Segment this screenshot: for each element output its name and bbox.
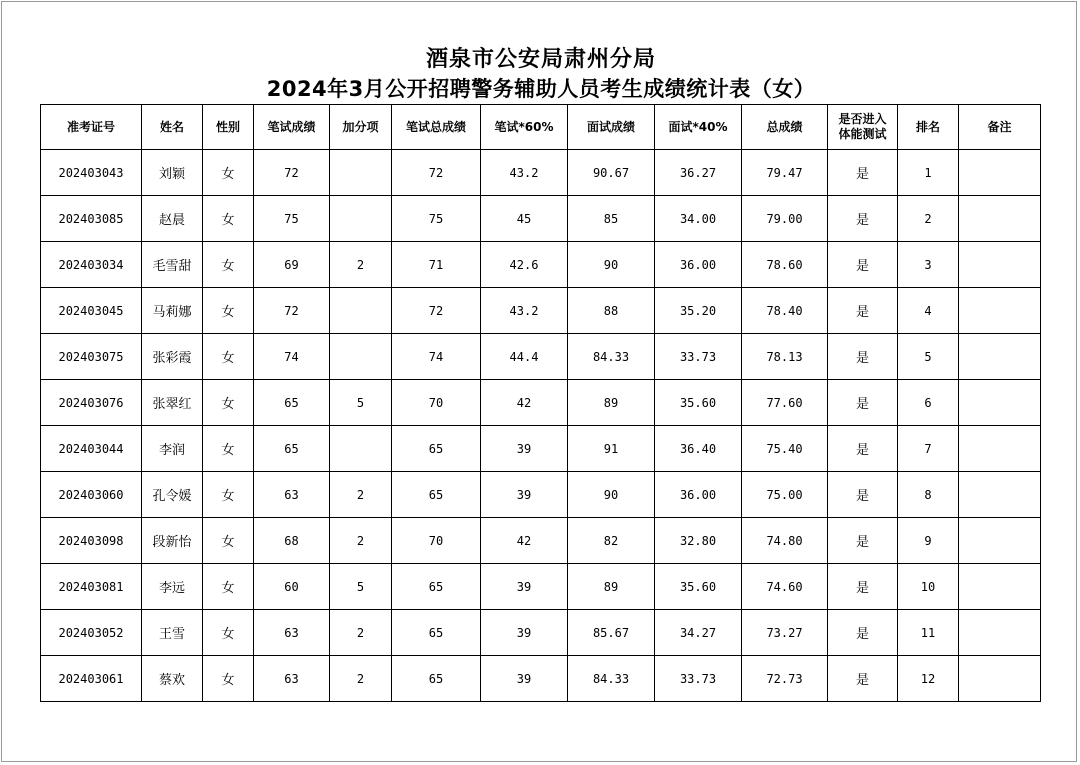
cell-bonus: 2	[330, 656, 392, 702]
header-bonus: 加分项	[330, 105, 392, 150]
cell-interview-score: 84.33	[568, 334, 655, 380]
cell-rank: 4	[898, 288, 959, 334]
cell-remarks	[959, 196, 1041, 242]
cell-written-score: 74	[254, 334, 330, 380]
cell-written-score: 65	[254, 426, 330, 472]
cell-gender: 女	[203, 426, 254, 472]
cell-written-60: 44.4	[481, 334, 568, 380]
cell-remarks	[959, 380, 1041, 426]
cell-interview-score: 84.33	[568, 656, 655, 702]
cell-interview-score: 90.67	[568, 150, 655, 196]
cell-total-score: 74.60	[742, 564, 828, 610]
cell-interview-40: 36.27	[655, 150, 742, 196]
cell-bonus	[330, 196, 392, 242]
table-header-row	[41, 105, 1041, 150]
cell-fitness-test: 是	[828, 196, 898, 242]
header-fitness-line1: 是否进入	[838, 112, 887, 126]
cell-interview-score: 85.67	[568, 610, 655, 656]
cell-total-score: 77.60	[742, 380, 828, 426]
cell-interview-40: 35.20	[655, 288, 742, 334]
cell-fitness-test: 是	[828, 656, 898, 702]
document-title: 酒泉市公安局肃州分局	[425, 47, 656, 72]
cell-written-total: 70	[392, 518, 481, 564]
cell-interview-40: 32.80	[655, 518, 742, 564]
cell-remarks	[959, 288, 1041, 334]
cell-fitness-test: 是	[828, 472, 898, 518]
cell-remarks	[959, 518, 1041, 564]
table-row	[41, 334, 1041, 380]
header-written-score: 笔试成绩	[254, 105, 330, 150]
cell-exam-id: 202403045	[41, 288, 142, 334]
cell-gender: 女	[203, 564, 254, 610]
cell-interview-score: 89	[568, 564, 655, 610]
cell-gender: 女	[203, 196, 254, 242]
table-row	[41, 518, 1041, 564]
cell-written-score: 75	[254, 196, 330, 242]
cell-bonus	[330, 426, 392, 472]
cell-written-60: 39	[481, 472, 568, 518]
cell-exam-id: 202403061	[41, 656, 142, 702]
header-remarks: 备注	[959, 105, 1041, 150]
table-row	[41, 380, 1041, 426]
cell-gender: 女	[203, 656, 254, 702]
cell-written-total: 65	[392, 564, 481, 610]
cell-gender: 女	[203, 472, 254, 518]
cell-total-score: 79.47	[742, 150, 828, 196]
cell-bonus: 5	[330, 564, 392, 610]
cell-remarks	[959, 564, 1041, 610]
cell-written-60: 39	[481, 564, 568, 610]
cell-interview-score: 85	[568, 196, 655, 242]
cell-written-score: 72	[254, 288, 330, 334]
document-sheet	[1, 1, 1077, 762]
cell-remarks	[959, 426, 1041, 472]
cell-written-60: 43.2	[481, 150, 568, 196]
cell-name: 王雪	[142, 610, 203, 656]
cell-bonus: 2	[330, 610, 392, 656]
cell-rank: 6	[898, 380, 959, 426]
cell-fitness-test: 是	[828, 426, 898, 472]
cell-written-60: 43.2	[481, 288, 568, 334]
cell-exam-id: 202403098	[41, 518, 142, 564]
cell-fitness-test: 是	[828, 518, 898, 564]
cell-name: 段新怡	[142, 518, 203, 564]
cell-exam-id: 202403085	[41, 196, 142, 242]
cell-interview-40: 34.27	[655, 610, 742, 656]
cell-interview-score: 91	[568, 426, 655, 472]
cell-written-score: 63	[254, 610, 330, 656]
cell-written-score: 72	[254, 150, 330, 196]
cell-name: 李润	[142, 426, 203, 472]
cell-total-score: 72.73	[742, 656, 828, 702]
cell-interview-40: 36.00	[655, 472, 742, 518]
cell-exam-id: 202403052	[41, 610, 142, 656]
header-interview-score: 面试成绩	[568, 105, 655, 150]
cell-remarks	[959, 610, 1041, 656]
cell-gender: 女	[203, 380, 254, 426]
cell-rank: 2	[898, 196, 959, 242]
cell-name: 孔令媛	[142, 472, 203, 518]
cell-interview-40: 35.60	[655, 564, 742, 610]
cell-fitness-test: 是	[828, 150, 898, 196]
cell-name: 张彩霞	[142, 334, 203, 380]
cell-name: 张翠红	[142, 380, 203, 426]
table-row	[41, 426, 1041, 472]
cell-rank: 5	[898, 334, 959, 380]
cell-gender: 女	[203, 334, 254, 380]
cell-name: 马莉娜	[142, 288, 203, 334]
header-rank: 排名	[898, 105, 959, 150]
cell-written-total: 65	[392, 426, 481, 472]
header-gender: 性别	[203, 105, 254, 150]
cell-written-score: 63	[254, 656, 330, 702]
cell-name: 赵晨	[142, 196, 203, 242]
cell-written-score: 63	[254, 472, 330, 518]
cell-written-60: 42	[481, 518, 568, 564]
cell-remarks	[959, 472, 1041, 518]
cell-rank: 9	[898, 518, 959, 564]
cell-exam-id: 202403075	[41, 334, 142, 380]
cell-bonus: 2	[330, 518, 392, 564]
table-row	[41, 610, 1041, 656]
table-row	[41, 196, 1041, 242]
cell-written-score: 68	[254, 518, 330, 564]
cell-written-total: 65	[392, 656, 481, 702]
cell-interview-40: 36.40	[655, 426, 742, 472]
cell-fitness-test: 是	[828, 610, 898, 656]
cell-interview-score: 89	[568, 380, 655, 426]
header-fitness-test	[828, 105, 898, 150]
cell-total-score: 75.00	[742, 472, 828, 518]
header-total-score: 总成绩	[742, 105, 828, 150]
cell-interview-40: 33.73	[655, 334, 742, 380]
score-table	[40, 104, 1041, 702]
cell-interview-40: 35.60	[655, 380, 742, 426]
cell-written-total: 72	[392, 150, 481, 196]
cell-interview-score: 90	[568, 472, 655, 518]
cell-interview-40: 33.73	[655, 656, 742, 702]
cell-remarks	[959, 656, 1041, 702]
cell-fitness-test: 是	[828, 242, 898, 288]
cell-gender: 女	[203, 242, 254, 288]
document-subtitle: 2024年3月公开招聘警务辅助人员考生成绩统计表（女）	[266, 77, 816, 101]
cell-fitness-test: 是	[828, 380, 898, 426]
cell-name: 蔡欢	[142, 656, 203, 702]
cell-written-60: 39	[481, 426, 568, 472]
cell-total-score: 78.60	[742, 242, 828, 288]
table-row	[41, 242, 1041, 288]
cell-written-total: 74	[392, 334, 481, 380]
header-written-60: 笔试*60%	[481, 105, 568, 150]
header-interview-40: 面试*40%	[655, 105, 742, 150]
cell-gender: 女	[203, 518, 254, 564]
cell-interview-score: 82	[568, 518, 655, 564]
cell-bonus: 5	[330, 380, 392, 426]
cell-rank: 12	[898, 656, 959, 702]
header-fitness-line2: 体能测试	[838, 127, 887, 141]
cell-exam-id: 202403081	[41, 564, 142, 610]
cell-rank: 8	[898, 472, 959, 518]
cell-gender: 女	[203, 288, 254, 334]
cell-written-total: 71	[392, 242, 481, 288]
cell-rank: 10	[898, 564, 959, 610]
cell-fitness-test: 是	[828, 288, 898, 334]
cell-gender: 女	[203, 150, 254, 196]
cell-name: 毛雪甜	[142, 242, 203, 288]
cell-written-60: 39	[481, 610, 568, 656]
cell-interview-score: 88	[568, 288, 655, 334]
cell-gender: 女	[203, 610, 254, 656]
header-written-total: 笔试总成绩	[392, 105, 481, 150]
cell-written-60: 39	[481, 656, 568, 702]
cell-bonus: 2	[330, 242, 392, 288]
cell-bonus	[330, 288, 392, 334]
cell-fitness-test: 是	[828, 564, 898, 610]
cell-bonus	[330, 334, 392, 380]
header-exam-id: 准考证号	[41, 105, 142, 150]
cell-name: 刘颖	[142, 150, 203, 196]
cell-total-score: 75.40	[742, 426, 828, 472]
cell-written-total: 65	[392, 472, 481, 518]
table-row	[41, 472, 1041, 518]
cell-remarks	[959, 150, 1041, 196]
cell-exam-id: 202403060	[41, 472, 142, 518]
cell-fitness-test: 是	[828, 334, 898, 380]
cell-total-score: 74.80	[742, 518, 828, 564]
cell-written-60: 45	[481, 196, 568, 242]
cell-rank: 3	[898, 242, 959, 288]
cell-rank: 1	[898, 150, 959, 196]
cell-written-total: 75	[392, 196, 481, 242]
cell-total-score: 78.13	[742, 334, 828, 380]
table-row	[41, 656, 1041, 702]
cell-exam-id: 202403043	[41, 150, 142, 196]
table-row	[41, 564, 1041, 610]
table-row	[41, 288, 1041, 334]
cell-written-60: 42	[481, 380, 568, 426]
cell-interview-40: 36.00	[655, 242, 742, 288]
cell-written-total: 65	[392, 610, 481, 656]
cell-bonus	[330, 150, 392, 196]
cell-written-60: 42.6	[481, 242, 568, 288]
cell-rank: 7	[898, 426, 959, 472]
cell-exam-id: 202403044	[41, 426, 142, 472]
cell-interview-score: 90	[568, 242, 655, 288]
cell-written-score: 65	[254, 380, 330, 426]
header-name: 姓名	[142, 105, 203, 150]
cell-interview-40: 34.00	[655, 196, 742, 242]
cell-bonus: 2	[330, 472, 392, 518]
cell-name: 李远	[142, 564, 203, 610]
cell-exam-id: 202403034	[41, 242, 142, 288]
cell-written-total: 72	[392, 288, 481, 334]
cell-remarks	[959, 334, 1041, 380]
cell-remarks	[959, 242, 1041, 288]
cell-rank: 11	[898, 610, 959, 656]
cell-written-score: 60	[254, 564, 330, 610]
cell-total-score: 79.00	[742, 196, 828, 242]
cell-written-score: 69	[254, 242, 330, 288]
table-row	[41, 150, 1041, 196]
cell-exam-id: 202403076	[41, 380, 142, 426]
cell-written-total: 70	[392, 380, 481, 426]
cell-total-score: 78.40	[742, 288, 828, 334]
cell-total-score: 73.27	[742, 610, 828, 656]
